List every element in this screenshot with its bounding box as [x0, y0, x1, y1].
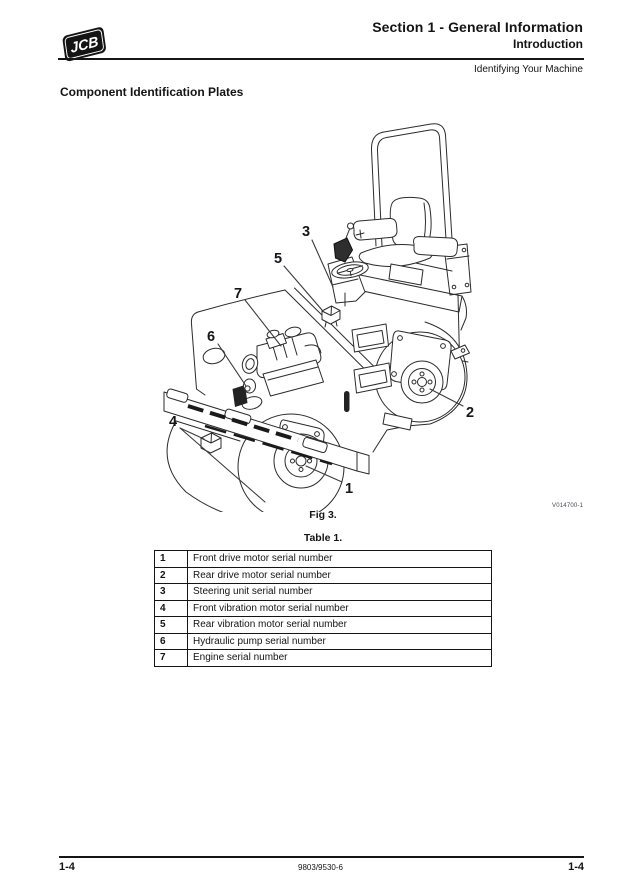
callout-7: 7 [233, 286, 243, 302]
figure-caption: Fig 3. [309, 509, 337, 521]
row-description: Hydraulic pump serial number [188, 633, 492, 650]
row-description: Rear drive motor serial number [188, 567, 492, 584]
serial-plate-front [201, 433, 221, 453]
row-description: Rear vibration motor serial number [188, 617, 492, 634]
callout-1: 1 [344, 481, 354, 497]
callout-3: 3 [301, 224, 311, 240]
row-description: Front drive motor serial number [188, 551, 492, 568]
page-number-right: 1-4 [568, 861, 584, 873]
identification-table [154, 550, 492, 667]
engine-assembly [240, 326, 324, 396]
callout-6: 6 [206, 329, 216, 345]
page-heading: Component Identification Plates [60, 85, 244, 99]
operator-seat [354, 197, 458, 285]
header [372, 20, 583, 52]
row-number: 5 [155, 617, 188, 634]
callout-5: 5 [273, 251, 283, 267]
table-caption: Table 1. [303, 532, 343, 544]
jcb-logo-text: JCB [69, 34, 100, 57]
subsection-title: Introduction [513, 37, 583, 51]
table-row [155, 551, 492, 568]
jcb-logo-icon [54, 22, 112, 68]
publication-number: 9803/9530-6 [298, 863, 343, 872]
row-number: 4 [155, 600, 188, 617]
footer-rule [59, 856, 584, 858]
row-description: Front vibration motor serial number [188, 600, 492, 617]
row-description: Engine serial number [188, 650, 492, 667]
topic-title: Identifying Your Machine [474, 64, 583, 75]
callout-4: 4 [168, 414, 178, 430]
table-row [155, 650, 492, 667]
row-number: 1 [155, 551, 188, 568]
machine-figure [150, 112, 600, 512]
section-title: Section 1 - General Information [372, 19, 583, 35]
table-row [155, 567, 492, 584]
serial-plate-rear [322, 306, 340, 327]
row-number: 2 [155, 567, 188, 584]
header-rule [58, 58, 584, 60]
table-row [155, 617, 492, 634]
table-row [155, 584, 492, 601]
table-row [155, 633, 492, 650]
callout-2: 2 [465, 405, 475, 421]
page-number-left: 1-4 [59, 861, 75, 873]
row-number: 3 [155, 584, 188, 601]
row-number: 6 [155, 633, 188, 650]
row-description: Steering unit serial number [188, 584, 492, 601]
table-row [155, 600, 492, 617]
figure-reference-code: V014700-1 [552, 503, 584, 509]
row-number: 7 [155, 650, 188, 667]
